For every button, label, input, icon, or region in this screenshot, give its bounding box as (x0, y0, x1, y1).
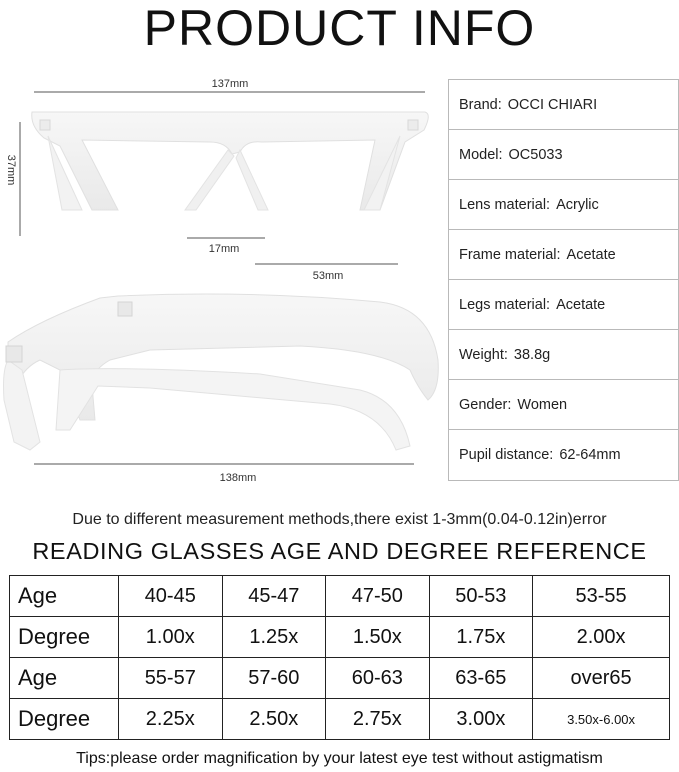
table-cell: 47-50 (326, 576, 430, 617)
table-row (10, 658, 670, 699)
table-cell: 53-55 (533, 576, 670, 617)
measurement-note: Due to different measurement methods,there exist 1-3mm(0.04-0.12in)error (72, 511, 607, 528)
row-label: Degree (10, 617, 119, 658)
spec-row-gender: Gender: Women (449, 380, 678, 430)
front-view-frame (32, 112, 429, 210)
table-cell: 2.25x (119, 699, 223, 740)
table-cell: 2.50x (222, 699, 326, 740)
table-cell: 63-65 (429, 658, 533, 699)
table-cell: 50-53 (429, 576, 533, 617)
width-label: 137mm (211, 78, 249, 90)
spec-table (448, 79, 679, 481)
table-cell: 1.50x (326, 617, 430, 658)
table-cell: 55-57 (119, 658, 223, 699)
table-cell: 2.00x (533, 617, 670, 658)
table-cell: 2.75x (326, 699, 430, 740)
table-cell: over65 (533, 658, 670, 699)
bridge-label: 17mm (208, 243, 240, 255)
table-cell: 3.00x (429, 699, 533, 740)
row-label: Degree (10, 699, 119, 740)
spec-row-brand: Brand: OCCI CHIARI (449, 80, 678, 130)
table-row (10, 617, 670, 658)
table-row (10, 699, 670, 740)
spec-row-legs-material: Legs material: Acetate (449, 280, 678, 330)
spec-row-pupil-distance: Pupil distance: 62-64mm (459, 447, 621, 463)
height-label: 37mm (5, 154, 17, 186)
table-cell: 40-45 (119, 576, 223, 617)
page-title: PRODUCT INFO (143, 0, 536, 56)
glasses-drawing (0, 70, 446, 490)
temple-label: 138mm (219, 472, 257, 484)
tips-text: Tips:please order magnification by your latest eye test without astigmatism (76, 750, 603, 767)
table-cell: 60-63 (326, 658, 430, 699)
spec-row-model: Model: OC5033 (449, 130, 678, 180)
reference-table (9, 575, 670, 740)
row-label: Age (10, 658, 119, 699)
table-cell: 1.25x (222, 617, 326, 658)
table-cell: 1.75x (429, 617, 533, 658)
row-label: Age (10, 576, 119, 617)
spec-row-frame-material: Frame material: Acetate (449, 230, 678, 280)
table-cell: 3.50x-6.00x (533, 699, 670, 740)
reference-heading: READING GLASSES AGE AND DEGREE REFERENCE (32, 538, 647, 564)
spec-row-lens-material: Lens material: Acrylic (449, 180, 678, 230)
lens-label: 53mm (312, 270, 344, 282)
table-cell: 57-60 (222, 658, 326, 699)
spec-row-weight: Weight: 38.8g (449, 330, 678, 380)
side-view-frame (4, 294, 439, 450)
glasses-illustration (0, 70, 446, 490)
table-cell: 45-47 (222, 576, 326, 617)
table-row (10, 576, 670, 617)
table-cell: 1.00x (119, 617, 223, 658)
